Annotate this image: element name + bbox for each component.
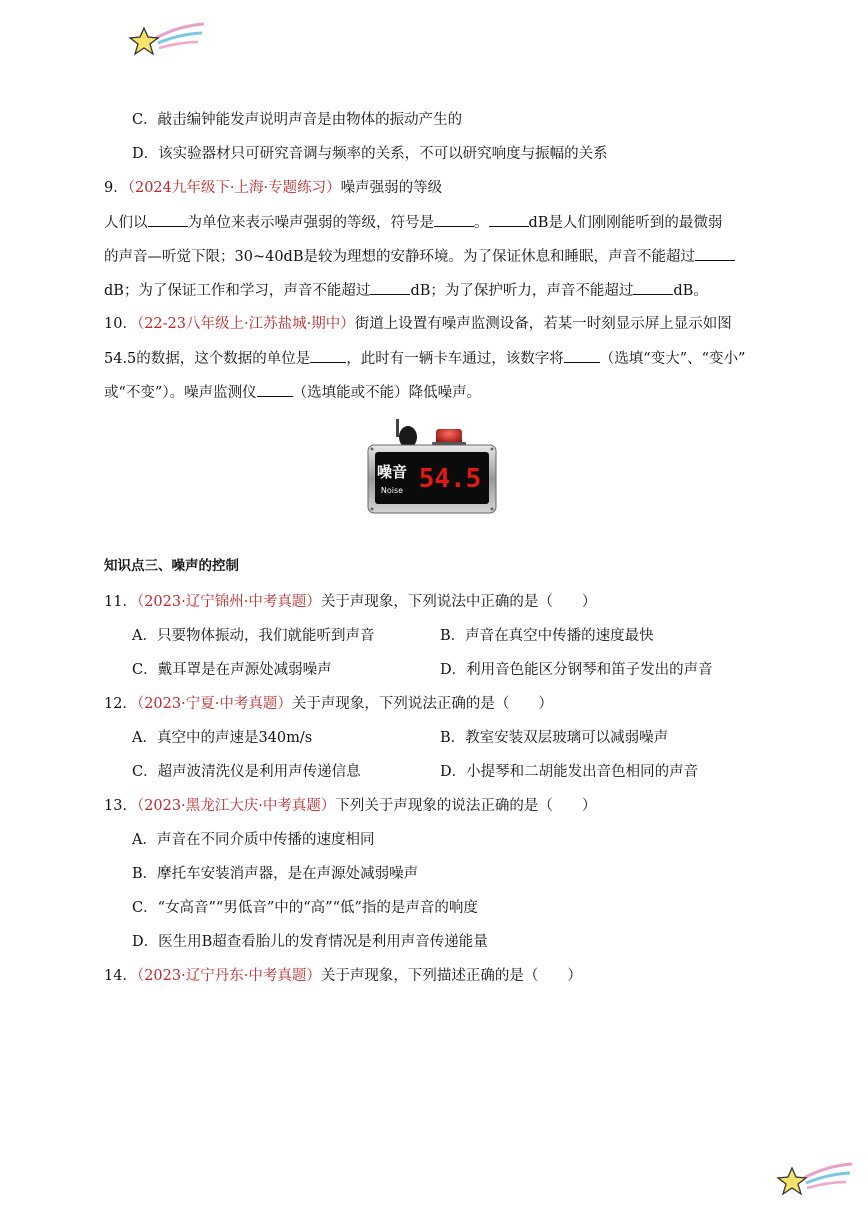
q9-line-3: dB；为了保证工作和学习，声音不能超过 dB；为了保护听力，声音不能超过 dB。 <box>104 280 708 301</box>
answer-blank[interactable] <box>310 348 346 363</box>
q10-line-2: 54.5的数据，这个数据的单位是 ，此时有一辆卡车通过，该数字将 （选填“变大”、“变小” <box>104 348 745 369</box>
q11-option-b[interactable]: B．声音在真空中传播的速度最快 <box>440 628 654 644</box>
shooting-star-icon-top <box>126 20 206 64</box>
q12-option-b[interactable]: B．教室安装双层玻璃可以减弱噪声 <box>440 730 669 746</box>
device-reading: 54.5 <box>418 464 482 494</box>
q13-number: 13． <box>104 798 137 814</box>
answer-blank[interactable] <box>489 212 529 227</box>
q14-header: 14．（2023·辽宁丹东·中考真题）关于声现象，下列描述正确的是（ ） <box>104 968 582 984</box>
answer-blank[interactable] <box>633 280 673 295</box>
answer-blank[interactable] <box>148 212 188 227</box>
q9-number: 9． <box>104 180 128 196</box>
q10-number: 10． <box>104 316 137 332</box>
q11-source: （2023·辽宁锦州·中考真题） <box>136 594 321 610</box>
q12-header: 12．（2023·宁夏·中考真题）关于声现象，下列说法正确的是（ ） <box>104 696 553 712</box>
q9-title: 噪声强弱的等级 <box>340 180 443 196</box>
q11-option-d[interactable]: D．利用音色能区分钢琴和笛子发出的声音 <box>440 662 713 678</box>
q13-source: （2023·黑龙江大庆·中考真题） <box>136 798 336 814</box>
device-label-en: Noise <box>380 486 404 495</box>
q9-line-2: 的声音—听觉下限；30~40dB是较为理想的安静环境。为了保证休息和睡眠，声音不能超过 <box>104 246 735 267</box>
q13-header: 13．（2023·黑龙江大庆·中考真题）下列关于声现象的说法正确的是（ ） <box>104 798 597 814</box>
answer-blank[interactable] <box>564 348 600 363</box>
q14-number: 14． <box>104 968 137 984</box>
q9-line-1: 人们以 为单位来表示噪声强弱的等级，符号是 。 dB是人们刚刚能听到的最微弱 <box>104 212 722 233</box>
q12-option-d[interactable]: D．小提琴和二胡能发出音色相同的声音 <box>440 764 699 780</box>
q13-option-b[interactable]: B．摩托车安装消声器，是在声源处减弱噪声 <box>132 866 419 882</box>
device-label-cn: 噪音 <box>376 463 408 481</box>
q9-source: （2024九年级下·上海·专题练习） <box>127 180 341 196</box>
q10-header: 10．（22-23八年级上·江苏盐城·期中）街道上设置有噪声监测设备，若某一时刻显示屏上显示如图 <box>104 316 732 332</box>
q10-source: （22-23八年级上·江苏盐城·期中） <box>136 316 355 332</box>
shooting-star-icon-bottom <box>774 1160 854 1204</box>
q13-option-a[interactable]: A．声音在不同介质中传播的速度相同 <box>132 832 375 848</box>
q9-header <box>104 178 442 198</box>
noise-monitor-image <box>366 415 498 516</box>
q11-header: 11．（2023·辽宁锦州·中考真题）关于声现象，下列说法中正确的是（ ） <box>104 594 597 610</box>
q11-option-a[interactable]: A．只要物体振动，我们就能听到声音 <box>132 628 375 644</box>
q11-number: 11． <box>104 594 137 610</box>
q12-option-c[interactable]: C．超声波清洗仪是利用声传递信息 <box>132 764 361 780</box>
q11-option-c[interactable]: C．戴耳罩是在声源处减弱噪声 <box>132 662 332 678</box>
answer-blank[interactable] <box>370 280 410 295</box>
q13-option-c[interactable]: C．“女高音”“男低音”中的“高”“低”指的是声音的响度 <box>132 900 478 916</box>
q10-line-3: 或“不变”）。噪声监测仪 （选填能或不能）降低噪声。 <box>104 382 481 403</box>
answer-blank[interactable] <box>695 246 735 261</box>
answer-blank[interactable] <box>434 212 474 227</box>
answer-blank[interactable] <box>257 382 293 397</box>
q12-option-a[interactable]: A．真空中的声速是340m/s <box>132 730 313 746</box>
q8-option-c: C．敲击编钟能发声说明声音是由物体的振动产生的 <box>132 112 463 128</box>
q12-number: 12． <box>104 696 137 712</box>
q8-option-d: D．该实验器材只可研究音调与频率的关系，不可以研究响度与振幅的关系 <box>132 146 608 162</box>
q12-source: （2023·宁夏·中考真题） <box>136 696 292 712</box>
q14-source: （2023·辽宁丹东·中考真题） <box>136 968 321 984</box>
q13-option-d[interactable]: D．医生用B超查看胎儿的发育情况是利用声音传递能量 <box>132 934 488 950</box>
section-heading: 知识点三、噪声的控制 <box>104 558 239 574</box>
